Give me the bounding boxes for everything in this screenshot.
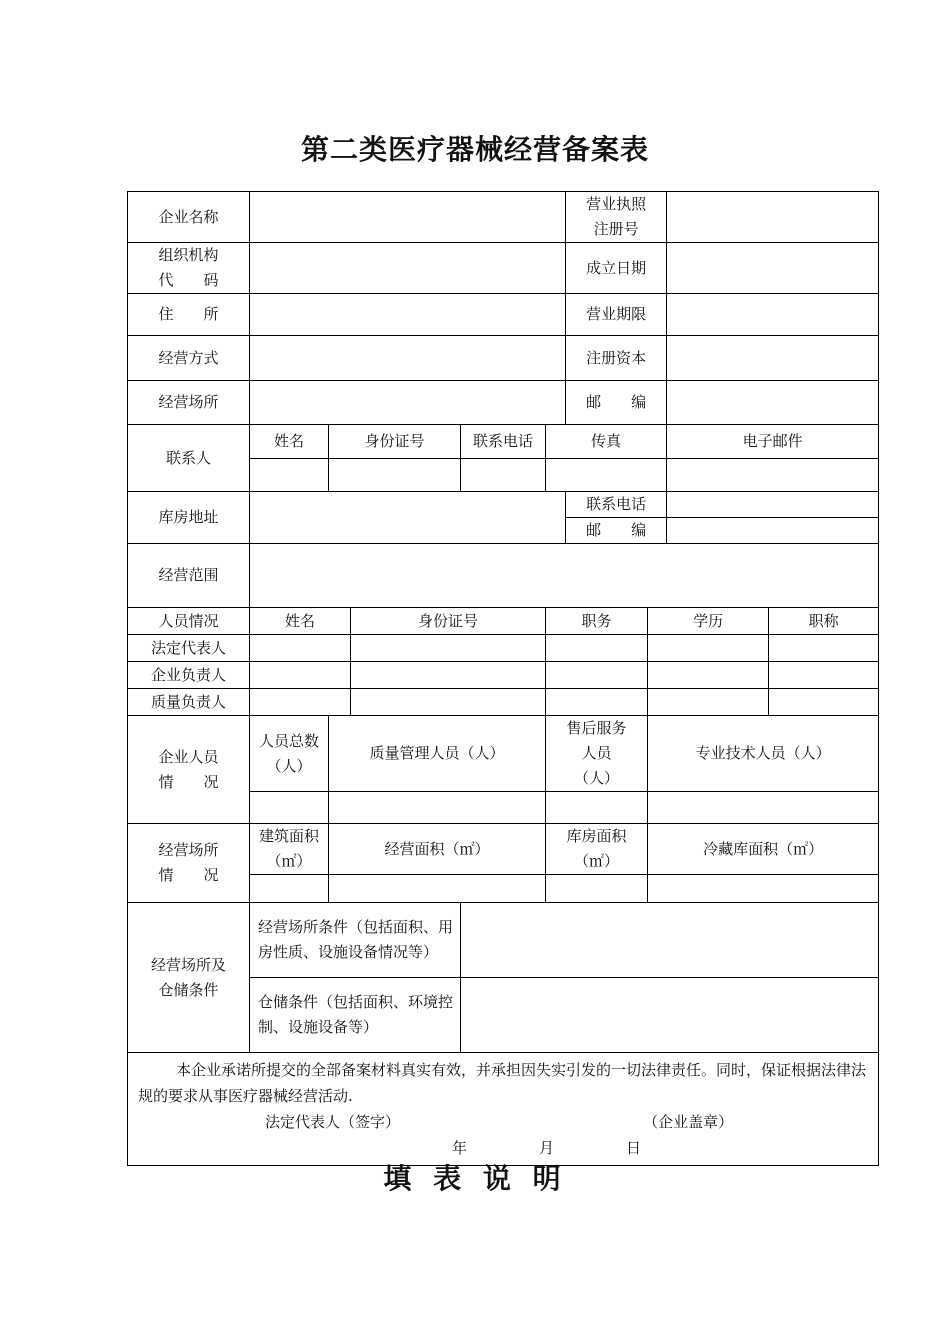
registered-capital-label: 注册资本 — [566, 336, 667, 381]
quality-head-name-field[interactable] — [250, 689, 351, 716]
org-code-label: 组织机构 代 码 — [128, 243, 250, 294]
site-storage-conditions-label: 经营场所及 仓储条件 — [128, 903, 250, 1053]
warehouse-area-field[interactable] — [546, 875, 648, 903]
personnel-header-name: 姓名 — [250, 608, 351, 635]
personnel-row-enterprise-head: 企业负责人 — [128, 662, 250, 689]
business-scope-label: 经营范围 — [128, 544, 250, 608]
quality-head-education-field[interactable] — [648, 689, 769, 716]
legal-rep-signature-label: 法定代表人（签字） — [265, 1113, 401, 1131]
business-area-header: 经营面积（㎡） — [329, 824, 546, 875]
personnel-header-title: 职称 — [769, 608, 879, 635]
staff-after-sales-field[interactable] — [546, 792, 648, 824]
contact-header-fax: 传真 — [546, 425, 667, 459]
business-term-field[interactable] — [667, 294, 879, 336]
business-mode-field[interactable] — [250, 336, 566, 381]
warehouse-address-field[interactable] — [250, 492, 566, 544]
legal-rep-name-field[interactable] — [250, 635, 351, 662]
personnel-row-quality-head: 质量负责人 — [128, 689, 250, 716]
contact-fax-field[interactable] — [546, 459, 667, 492]
contact-id-field[interactable] — [329, 459, 461, 492]
postcode-field[interactable] — [667, 381, 879, 425]
staff-total-field[interactable] — [250, 792, 329, 824]
contact-header-id: 身份证号 — [329, 425, 461, 459]
quality-head-title-field[interactable] — [769, 689, 879, 716]
legal-rep-id-field[interactable] — [351, 635, 546, 662]
personnel-header-education: 学历 — [648, 608, 769, 635]
personnel-header-role: 人员情况 — [128, 608, 250, 635]
building-area-header: 建筑面积 （㎡） — [250, 824, 329, 875]
warehouse-postcode-label: 邮 编 — [566, 518, 667, 544]
contact-label: 联系人 — [128, 425, 250, 492]
staff-tech-field[interactable] — [648, 792, 879, 824]
address-label: 住 所 — [128, 294, 250, 336]
building-area-field[interactable] — [250, 875, 329, 903]
date-month-label: 月 — [539, 1139, 555, 1157]
registered-capital-field[interactable] — [667, 336, 879, 381]
date-day-label: 日 — [626, 1139, 642, 1157]
address-field[interactable] — [250, 294, 566, 336]
legal-rep-title-field[interactable] — [769, 635, 879, 662]
contact-header-phone: 联系电话 — [461, 425, 546, 459]
business-mode-label: 经营方式 — [128, 336, 250, 381]
storage-condition-field[interactable] — [461, 978, 879, 1053]
contact-phone-field[interactable] — [461, 459, 546, 492]
org-code-field[interactable] — [250, 243, 566, 294]
staff-after-sales-header: 售后服务 人员 （人） — [546, 716, 648, 792]
site-condition-label: 经营场所条件（包括面积、用房性质、设施设备情况等） — [250, 903, 461, 978]
found-date-field[interactable] — [667, 243, 879, 294]
staff-tech-header: 专业技术人员（人） — [648, 716, 879, 792]
business-term-label: 营业期限 — [566, 294, 667, 336]
storage-condition-label: 仓储条件（包括面积、环境控制、设施设备等） — [250, 978, 461, 1053]
enterprise-head-education-field[interactable] — [648, 662, 769, 689]
business-scope-field[interactable] — [250, 544, 879, 608]
legal-rep-position-field[interactable] — [546, 635, 648, 662]
contact-header-name: 姓名 — [250, 425, 329, 459]
enterprise-head-title-field[interactable] — [769, 662, 879, 689]
warehouse-area-header: 库房面积 （㎡） — [546, 824, 648, 875]
declaration-text: 本企业承诺所提交的全部备案材料真实有效，并承担因失实引发的一切法律责任。同时，保证根据法律法规的要求从事医疗器械经营活动. — [138, 1061, 867, 1105]
warehouse-address-label: 库房地址 — [128, 492, 250, 544]
date-year-label: 年 — [452, 1139, 468, 1157]
business-area-field[interactable] — [329, 875, 546, 903]
company-name-field[interactable] — [250, 192, 566, 243]
license-number-field[interactable] — [667, 192, 879, 243]
found-date-label: 成立日期 — [566, 243, 667, 294]
enterprise-head-id-field[interactable] — [351, 662, 546, 689]
site-condition-field[interactable] — [461, 903, 879, 978]
filing-form-table — [127, 191, 879, 1166]
quality-head-id-field[interactable] — [351, 689, 546, 716]
personnel-row-legal-rep: 法定代表人 — [128, 635, 250, 662]
warehouse-phone-field[interactable] — [667, 492, 879, 518]
staff-qm-field[interactable] — [329, 792, 546, 824]
staff-qm-header: 质量管理人员（人） — [329, 716, 546, 792]
enterprise-head-position-field[interactable] — [546, 662, 648, 689]
declaration-cell — [128, 1053, 879, 1166]
contact-email-field[interactable] — [667, 459, 879, 492]
premises-situation-label: 经营场所 情 况 — [128, 824, 250, 903]
business-site-label: 经营场所 — [128, 381, 250, 425]
cold-storage-area-field[interactable] — [648, 875, 879, 903]
staff-situation-label: 企业人员 情 况 — [128, 716, 250, 824]
business-site-field[interactable] — [250, 381, 566, 425]
cold-storage-area-header: 冷藏库面积（㎡） — [648, 824, 879, 875]
staff-total-header: 人员总数 （人） — [250, 716, 329, 792]
instructions-title: 填 表 说 明 — [383, 1162, 567, 1195]
personnel-header-id: 身份证号 — [351, 608, 546, 635]
form-title: 第二类医疗器械经营备案表 — [300, 133, 649, 166]
contact-header-email: 电子邮件 — [667, 425, 879, 459]
contact-name-field[interactable] — [250, 459, 329, 492]
enterprise-head-name-field[interactable] — [250, 662, 351, 689]
company-name-label: 企业名称 — [128, 192, 250, 243]
license-number-label: 营业执照 注册号 — [566, 192, 667, 243]
quality-head-position-field[interactable] — [546, 689, 648, 716]
postcode-label: 邮 编 — [566, 381, 667, 425]
legal-rep-education-field[interactable] — [648, 635, 769, 662]
company-seal-label: （企业盖章） — [643, 1113, 734, 1131]
warehouse-phone-label: 联系电话 — [566, 492, 667, 518]
warehouse-postcode-field[interactable] — [667, 518, 879, 544]
personnel-header-position: 职务 — [546, 608, 648, 635]
